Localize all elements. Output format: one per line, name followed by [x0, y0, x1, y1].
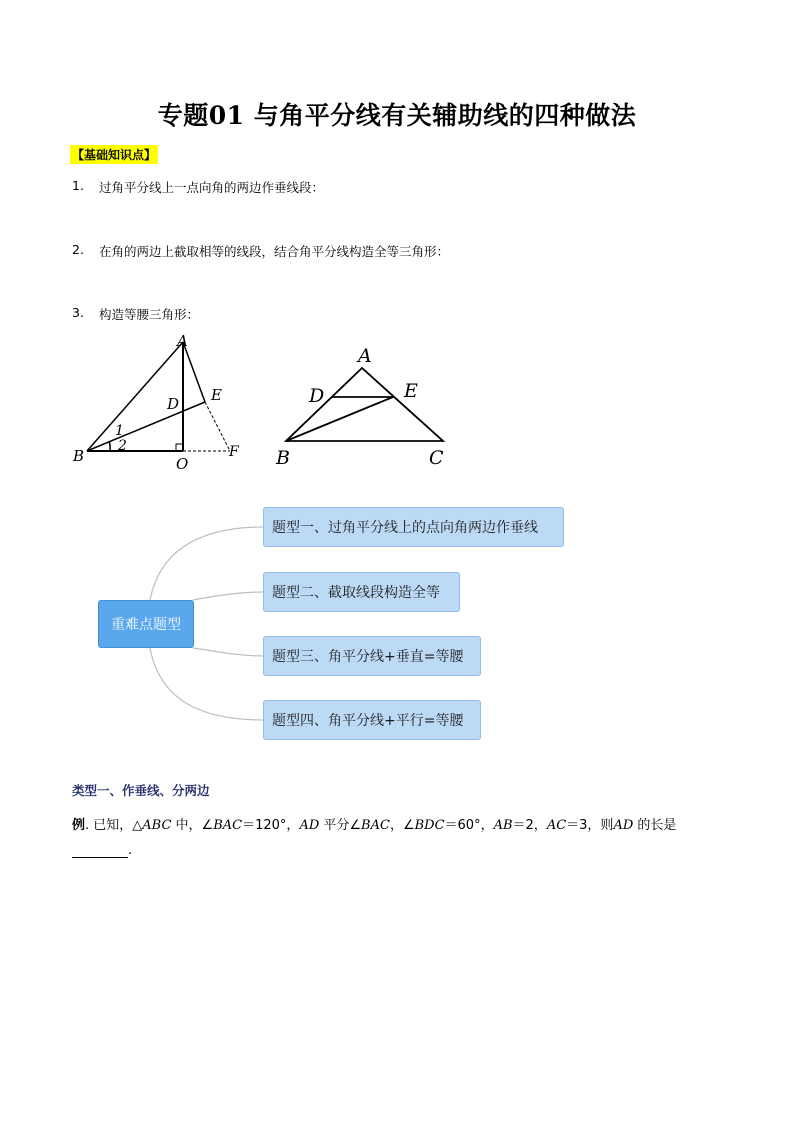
mindmap-branch-2: 题型二、截取线段构造全等 — [263, 572, 460, 612]
example-label: 例 — [72, 818, 86, 833]
var-ac: AC — [546, 818, 567, 833]
example-text: ＝3，则 — [566, 818, 614, 833]
var-bdc: BDC — [414, 818, 445, 833]
example-text: ，∠ — [389, 818, 415, 833]
mindmap-branch-4: 题型四、角平分线+平行=等腰 — [263, 700, 481, 740]
var-bac: BAC — [361, 818, 390, 833]
connector-2 — [193, 592, 264, 600]
point-number: 1. — [72, 178, 84, 193]
example-text: ＝120°， — [242, 818, 300, 833]
point-text: 过角平分线上一点向角的两边作垂线段： — [99, 180, 325, 195]
point-number: 2. — [72, 242, 84, 257]
connector-1 — [150, 527, 264, 600]
var-bac: BAC — [213, 818, 243, 833]
type-heading: 类型一、作垂线、分两边 — [72, 783, 210, 798]
label-o: O — [176, 455, 189, 473]
var-abc: ABC — [142, 818, 172, 833]
mindmap-branch-3: 题型三、角平分线+垂直=等腰 — [263, 636, 481, 676]
label-a: A — [358, 345, 372, 367]
example-text: 中，∠ — [171, 818, 214, 833]
connector-4 — [150, 648, 264, 720]
var-ab: AB — [493, 818, 513, 833]
example-text: . 已知，△ — [85, 818, 143, 833]
label-b: B — [276, 447, 290, 469]
label-f: F — [229, 444, 239, 460]
point-text: 构造等腰三角形： — [99, 307, 200, 322]
label-e: E — [404, 380, 418, 402]
example-text: ＝2， — [512, 818, 547, 833]
label-d: D — [309, 385, 325, 407]
label-angle-1: 1 — [115, 423, 124, 439]
label-c: C — [429, 447, 444, 469]
point-text: 在角的两边上截取相等的线段，结合角平分线构造全等三角形： — [99, 244, 450, 259]
label-b: B — [73, 447, 85, 465]
var-ad: AD — [613, 818, 634, 833]
var-ad: AD — [299, 818, 320, 833]
blank-period: . — [128, 843, 133, 858]
example-text: 平分∠ — [319, 818, 362, 833]
mindmap-branch-1: 题型一、过角平分线上的点向角两边作垂线 — [263, 507, 564, 547]
connector-3 — [193, 648, 264, 656]
label-e: E — [211, 386, 222, 404]
section-label: 【基础知识点】 — [70, 145, 158, 164]
page-title: 专题01 与角平分线有关辅助线的四种做法 — [157, 101, 637, 130]
mindmap-root: 重难点题型 — [98, 600, 194, 648]
example-text: ＝60°， — [444, 818, 494, 833]
example-text: 的长是 — [633, 818, 677, 833]
label-a: A — [177, 332, 188, 350]
label-angle-2: 2 — [118, 438, 127, 454]
example-problem — [72, 814, 676, 833]
answer-blank — [72, 843, 132, 858]
blank-line — [72, 843, 128, 858]
point-number: 3. — [72, 305, 84, 320]
label-d: D — [167, 395, 180, 413]
